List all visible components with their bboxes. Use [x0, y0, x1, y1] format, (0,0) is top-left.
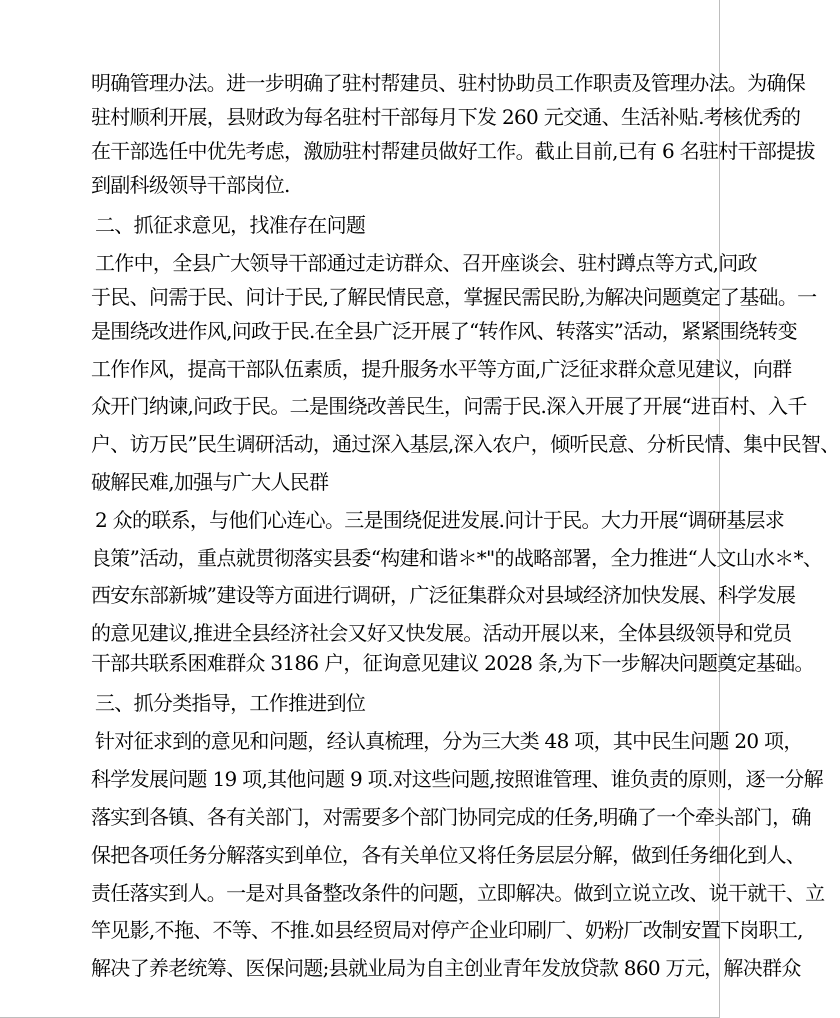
text-line: 在干部选任中优先考虑，激励驻村帮建员做好工作。截止目前,已有 6 名驻村干部提拔 [91, 139, 815, 163]
text-line: 的意见建议,推进全县经济社会又好又快发展。活动开展以来，全体县级领导和党员 [91, 621, 792, 645]
text-line: 责任落实到人。一是对具备整改条件的问题，立即解决。做到立说立改、说干就干、立 [91, 881, 825, 905]
text-line: 工作作风，提高干部队伍素质，提升服务水平等方面,广泛征求群众意见建议，向群 [91, 357, 792, 381]
text-line: 落实到各镇、各有关部门，对需要多个部门协同完成的任务,明确了一个牵头部门，确 [91, 805, 811, 829]
section-heading: 三、抓分类指导，工作推进到位 [95, 691, 366, 715]
text-line: 驻村顺利开展，县财政为每名驻村干部每月下发 260 元交通、生活补贴.考核优秀的 [91, 105, 801, 129]
text-line: 干部共联系困难群众 3186 户，征询意见建议 2028 条,为下一步解决问题奠定基础。 [91, 651, 814, 675]
section-heading: 二、抓征求意见，找准存在问题 [95, 213, 366, 237]
text-line: 解决了养老统筹、医保问题;县就业局为自主创业青年发放贷款 860 万元，解决群众 [91, 956, 801, 980]
text-line: 明确管理办法。进一步明确了驻村帮建员、驻村协助员工作职责及管理办法。为确保 [91, 71, 806, 95]
text-line: 户、访万民”民生调研活动，通过深入基层,深入农户，倾听民意、分析民情、集中民智、 [91, 432, 840, 456]
text-line: 保把各项任务分解落实到单位，各有关单位又将任务层层分解，做到任务细化到人、 [91, 843, 806, 867]
text-line: 是围绕改进作风,问政于民.在全县广泛开展了“转作风、转落实”活动，紧紧围绕转变 [91, 319, 797, 343]
text-line: 西安东部新城”建设等方面进行调研，广泛征集群众对县域经济加快发展、科学发展 [91, 583, 796, 607]
text-line: 竿见影,不拖、不等、不推.如县经贸局对停产企业印刷厂、奶粉厂改制安置下岗职工, [91, 918, 803, 942]
text-line: 工作中，全县广大领导干部通过走访群众、召开座谈会、驻村蹲点等方式,问政 [95, 251, 757, 275]
text-line: 2 众的联系，与他们心连心。三是围绕促进发展.问计于民。大力开展“调研基层求 [95, 508, 785, 532]
text-line: 到副科级领导干部岗位. [91, 173, 290, 197]
text-line: 破解民难,加强与广大人民群 [91, 470, 329, 494]
text-line: 众开门纳谏,问政于民。二是围绕改善民生，问需于民.深入开展了开展“进百村、入千 [91, 394, 807, 418]
text-line: 于民、问需于民、问计于民,了解民情民意，掌握民需民盼,为解决问题奠定了基础。一 [91, 285, 817, 309]
text-line: 针对征求到的意见和问题，经认真梳理，分为三大类 48 项，其中民生问题 20 项， [95, 729, 803, 753]
text-line: 科学发展问题 19 项,其他问题 9 项.对这些问题,按照谁管理、谁负责的原则，逐一分解 [91, 767, 823, 791]
text-line: 良策”活动，重点就贯彻落实县委“构建和谐＊*"的战略部署，全力推进“人文山水＊*、 [91, 546, 823, 570]
